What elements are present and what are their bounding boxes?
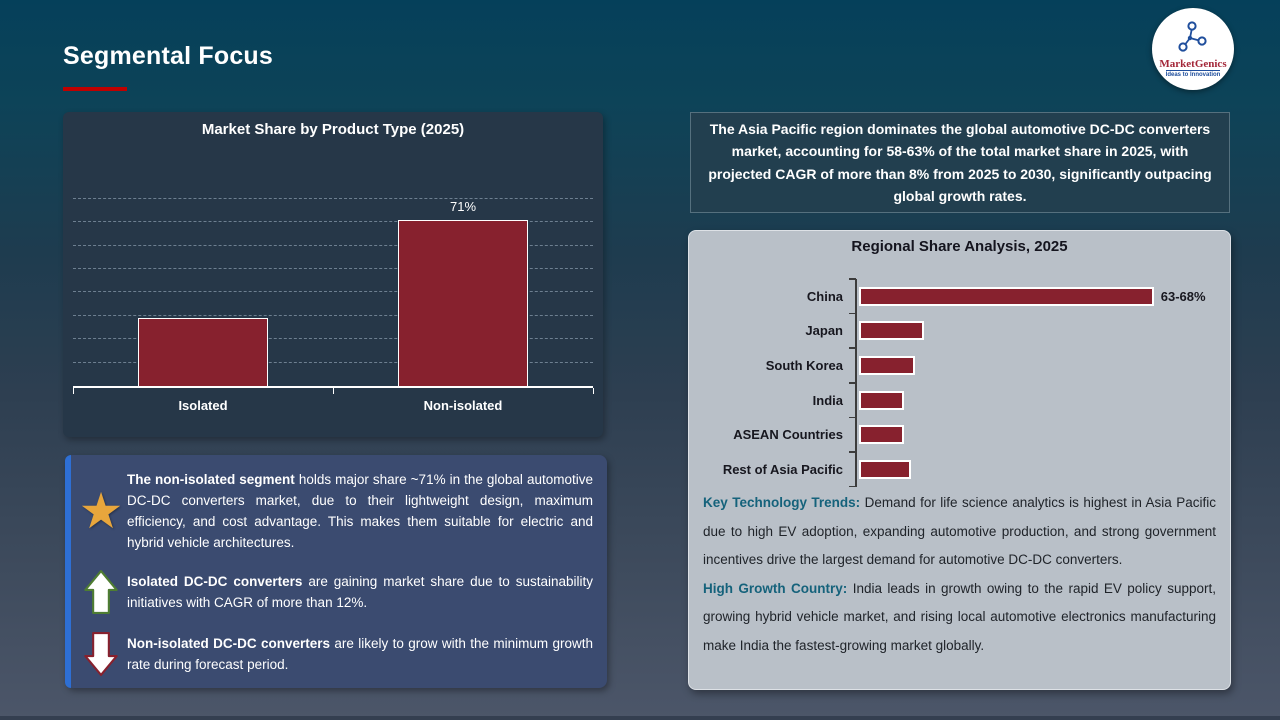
arrow-up-icon xyxy=(75,569,127,615)
regional-chart-title: Regional Share Analysis, 2025 xyxy=(851,238,1068,255)
bar-non-isolated xyxy=(398,220,528,386)
regional-notes xyxy=(703,489,1216,660)
arrow-down-icon xyxy=(75,631,127,677)
molecule-icon xyxy=(1176,20,1210,57)
bar-isolated xyxy=(138,318,268,386)
regional-row-south-korea xyxy=(701,348,1220,383)
regional-chart xyxy=(701,279,1220,487)
x-axis-tick xyxy=(593,388,594,394)
title-underline xyxy=(63,87,127,91)
regional-bar xyxy=(859,321,924,340)
insight-text-bold: Isolated DC-DC converters xyxy=(127,574,303,589)
insight-text xyxy=(127,633,593,675)
regional-bar xyxy=(859,356,915,375)
x-axis-label-isolated: Isolated xyxy=(178,398,228,413)
regional-axis-tick xyxy=(849,382,856,384)
regional-analysis-panel xyxy=(688,230,1231,690)
x-axis-tick xyxy=(333,388,334,394)
regional-axis-tick xyxy=(849,451,856,453)
x-axis-label-non-isolated: Non-isolated xyxy=(423,398,503,413)
regional-row-china xyxy=(701,279,1220,314)
note-body: India leads in growth owing to the rapid EV policy support, growing hybrid vehicle market, and rising local automotive electronics manufacturing make India the fastest-growing market globally. xyxy=(703,580,1216,653)
note-heading: Key Technology Trends: xyxy=(703,495,861,510)
regional-label: India xyxy=(812,392,843,408)
bar-value-label: 71% xyxy=(449,198,477,214)
regional-label: South Korea xyxy=(765,357,843,373)
regional-value-label: 63-68% xyxy=(1160,288,1206,304)
insight-text-bold: Non-isolated DC-DC converters xyxy=(127,636,331,651)
company-logo xyxy=(1152,8,1234,90)
insight-text xyxy=(127,469,593,553)
regional-axis-tick xyxy=(849,347,856,349)
insight-item-non-isolated-share xyxy=(75,469,593,553)
regional-bar xyxy=(859,425,904,444)
regional-bar xyxy=(859,460,911,479)
slide-bottom-edge xyxy=(0,716,1280,720)
insight-text-rest: holds major share ~71% in the global automotive DC-DC converters market, due to their lightweight design, maximum efficiency, and cost advantage. This makes them suitable for electric and hybrid vehicle architectures. xyxy=(127,472,593,550)
page-title: Segmental Focus xyxy=(63,42,273,70)
insight-text-bold: The non-isolated segment xyxy=(127,472,295,487)
product-chart-panel xyxy=(63,112,603,437)
regional-row-asean-countries xyxy=(701,417,1220,452)
note-body: Demand for life science analytics is highest in Asia Pacific due to high EV adoption, expanding automotive production, and strong government incentives drive the largest demand for automotive DC-DC converters. xyxy=(703,495,1216,567)
insight-item-isolated-growth xyxy=(75,569,593,615)
insight-text xyxy=(127,571,593,613)
product-chart-x-labels xyxy=(73,398,593,418)
insight-box xyxy=(65,455,607,688)
star-icon: ★ xyxy=(78,483,124,539)
regional-axis-tick xyxy=(849,278,856,280)
x-axis-tick xyxy=(73,388,74,394)
regional-row-japan xyxy=(701,314,1220,349)
regional-label: Rest of Asia Pacific xyxy=(722,461,843,477)
regional-bar xyxy=(859,391,904,410)
regional-axis-tick xyxy=(849,417,856,419)
note-heading: High Growth Country: xyxy=(703,580,848,596)
note-key-technology-trends xyxy=(703,489,1216,575)
note-high-growth-country xyxy=(703,575,1216,661)
regional-label: Japan xyxy=(805,323,843,339)
regional-row-india xyxy=(701,383,1220,418)
regional-axis-tick xyxy=(849,486,856,488)
logo-brand-text: MarketGenics xyxy=(1159,58,1227,70)
asia-pacific-highlight-text: The Asia Pacific region dominates the global automotive DC-DC converters market, accounting for 58-63% of the total market share in 2025, with projected CAGR of more than 8% from 2025 to 2030, significantly outpacing global growth rates. xyxy=(708,120,1212,204)
product-chart-title: Market Share by Product Type (2025) xyxy=(201,121,465,138)
regional-row-rest-of-asia-pacific xyxy=(701,452,1220,487)
insight-text-rest: are likely to grow with the minimum growth rate during forecast period. xyxy=(127,636,593,672)
regional-chart-rows xyxy=(701,279,1220,487)
asia-pacific-highlight-box xyxy=(690,112,1230,213)
insight-item-non-isolated-growth xyxy=(75,631,593,677)
regional-label: ASEAN Countries xyxy=(733,427,843,443)
regional-bar xyxy=(859,287,1154,306)
regional-axis-tick xyxy=(849,313,856,315)
insight-text-rest: are gaining market share due to sustainability initiatives with CAGR of more than 12%. xyxy=(127,574,593,610)
product-chart-plot xyxy=(73,200,593,388)
regional-label: China xyxy=(806,288,843,304)
insight-accent-stripe xyxy=(65,455,71,688)
logo-tagline-text: Ideas to Innovation xyxy=(1165,72,1221,78)
